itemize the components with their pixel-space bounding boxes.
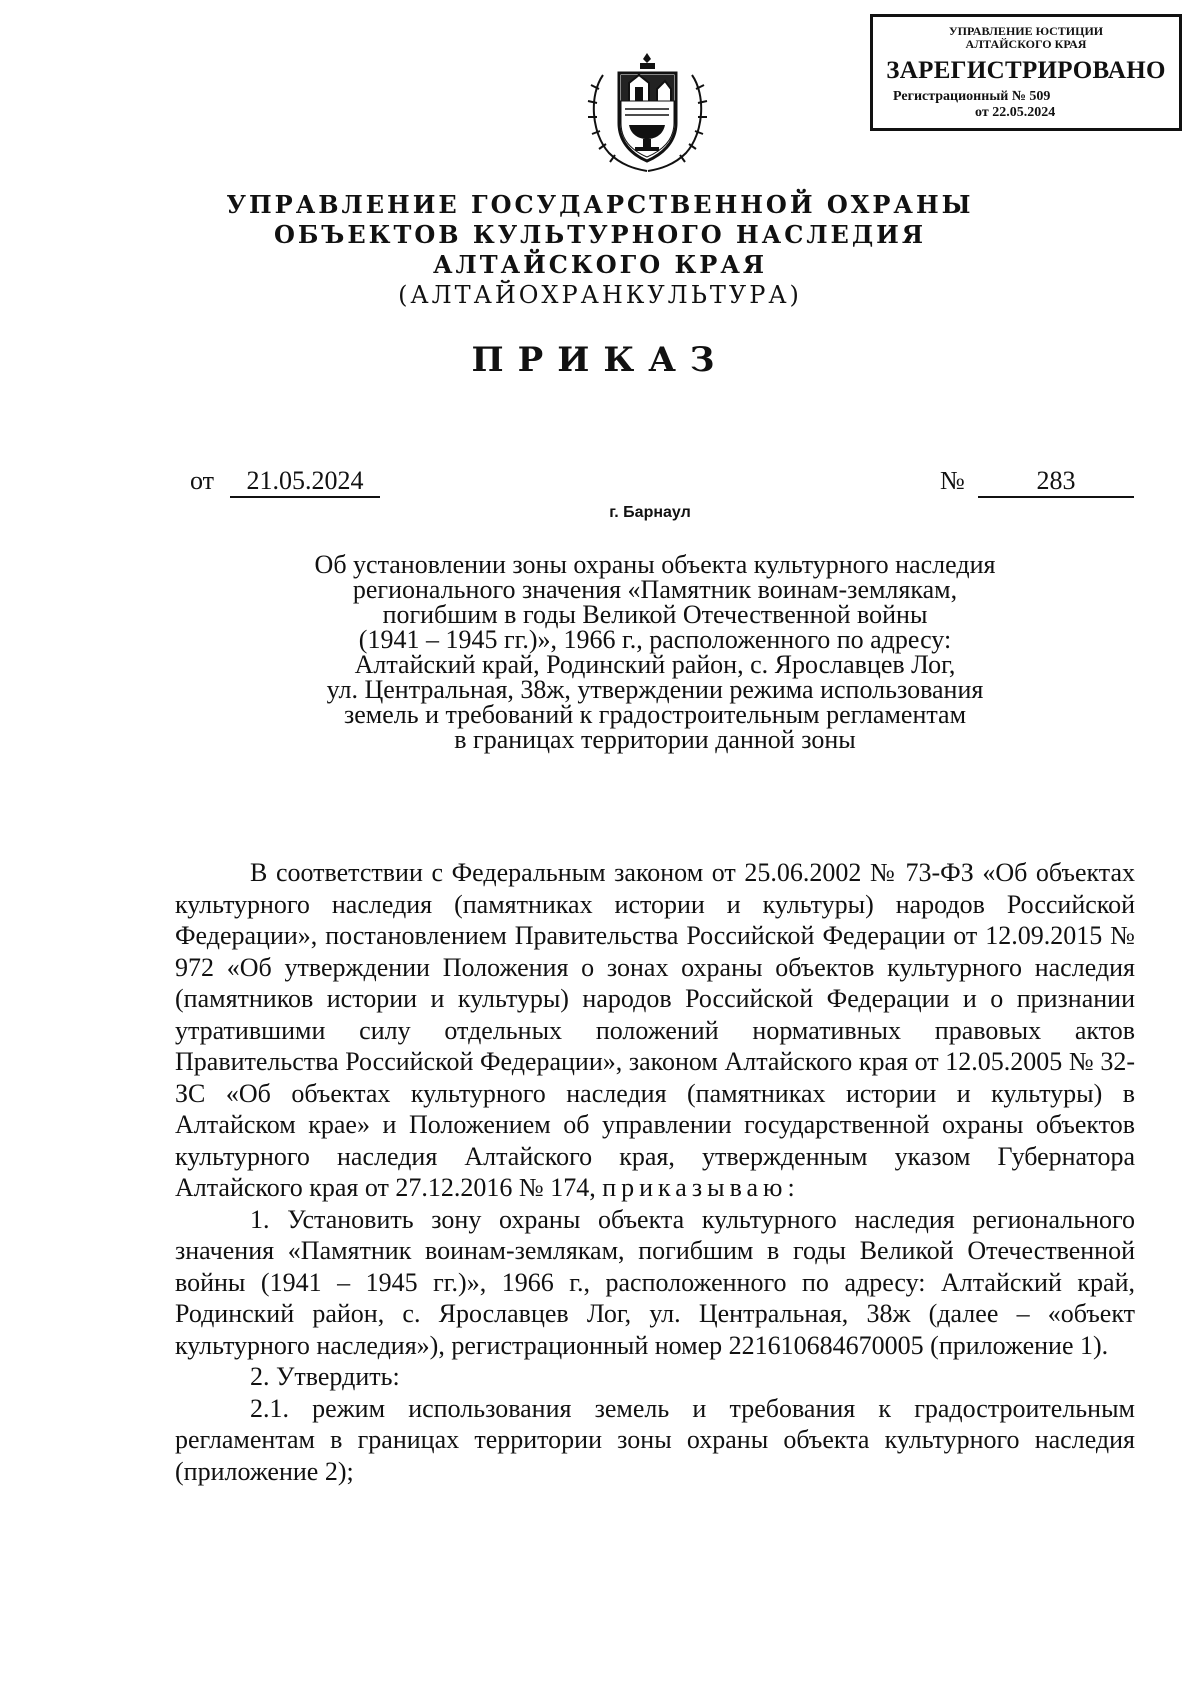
agency-abbreviation: (АЛТАЙОХРАНКУЛЬТУРА) — [398, 281, 802, 309]
stamp-reg-number: Регистрационный № 509 — [893, 89, 1051, 104]
stamp-org-line1: УПРАВЛЕНИЕ ЮСТИЦИИ — [948, 24, 1104, 38]
subject-line: погибшим в годы Великой Отечественной войны — [382, 600, 928, 629]
preamble-text: В соответствии с Федеральным законом от 25.06.2002 № 73-ФЗ «Об объектах культурного наследия (памятниках истории и культуры) народов Российской Федерации», постановлением Правительства Российской Федерации от 12.09.2015 № 972 «Об утверждении Положения о зонах охраны объектов культурного наследия (памятников истории и культуры) народов Российской Федерации и о признании утратившими силу отдельных положений нормативных правовых актов Правительства Российской Федерации», законом Алтайского края от 12.05.2005 № 32-ЗС «Об объектах культурного наследия (памятниках истории и культуры) в Алтайском крае» и Положением об управлении государственной охраны объектов культурного наследия Алтайского края, утвержденным указом Губернатора Алтайского края от 27.12.2016 № 174, — [175, 858, 1135, 1202]
document-type-title: ПРИКАЗ — [471, 340, 729, 380]
subject-line: в границах территории данной зоны — [454, 725, 856, 754]
agency-name-line2: ОБЪЕКТОВ КУЛЬТУРНОГО НАСЛЕДИЯ — [273, 220, 927, 249]
agency-header — [0, 190, 1200, 310]
item-2-1: 2.1. режим использования земель и требования к градостроительным регламентам в границах территории зоны охраны объекта культурного наследия (приложение 2); — [175, 1393, 1135, 1486]
item-1: 1. Установить зону охраны объекта культурного наследия регионального значения «Памятник воинам-землякам, погибшим в годы Великой Отечественной войны (1941 – 1945 гг.)», 1966 г., расположенного по адресу: Алтайский край, Родинский район, с. Ярославцев Лог, ул. Центральная, 38ж (далее – «объект культурного наследия»), регистрационный номер 221610684670005 (приложение 1). — [175, 1204, 1135, 1360]
number-prefix: № — [940, 466, 965, 495]
registration-stamp — [870, 14, 1182, 131]
agency-name-line3: АЛТАЙСКОГО КРАЯ — [432, 250, 768, 279]
order-word: приказываю: — [602, 1173, 800, 1202]
subject-line: (1941 – 1945 гг.)», 1966 г., расположенного по адресу: — [358, 625, 952, 654]
agency-name-line1: УПРАВЛЕНИЕ ГОСУДАРСТВЕННОЙ ОХРАНЫ — [226, 190, 974, 219]
city: г. Барнаул — [609, 504, 691, 521]
date-prefix: от — [190, 466, 215, 495]
subject-line: земель и требований к градостроительным регламентам — [343, 700, 967, 729]
subject-line: регионального значения «Памятник воинам-землякам, — [352, 575, 958, 604]
stamp-status: ЗАРЕГИСТРИРОВАНО — [886, 57, 1166, 84]
order-subject — [0, 552, 1200, 752]
altai-krai-coat-of-arms-icon — [585, 45, 710, 173]
subject-line: Алтайский край, Родинский район, с. Ярославцев Лог, — [354, 650, 956, 679]
stamp-reg-date: от 22.05.2024 — [975, 105, 1056, 120]
subject-line: Об установлении зоны охраны объекта культурного наследия — [314, 550, 996, 579]
order-body — [175, 857, 1135, 1487]
subject-line: ул. Центральная, 38ж, утверждении режима использования — [326, 675, 984, 704]
stamp-org-line2: АЛТАЙСКОГО КРАЯ — [965, 37, 1087, 51]
date-value: 21.05.2024 — [230, 466, 380, 498]
order-number: 283 — [978, 466, 1134, 498]
item-2: 2. Утвердить: — [250, 1362, 400, 1391]
preamble-paragraph — [175, 857, 1135, 1204]
stamp-org — [873, 25, 1179, 51]
